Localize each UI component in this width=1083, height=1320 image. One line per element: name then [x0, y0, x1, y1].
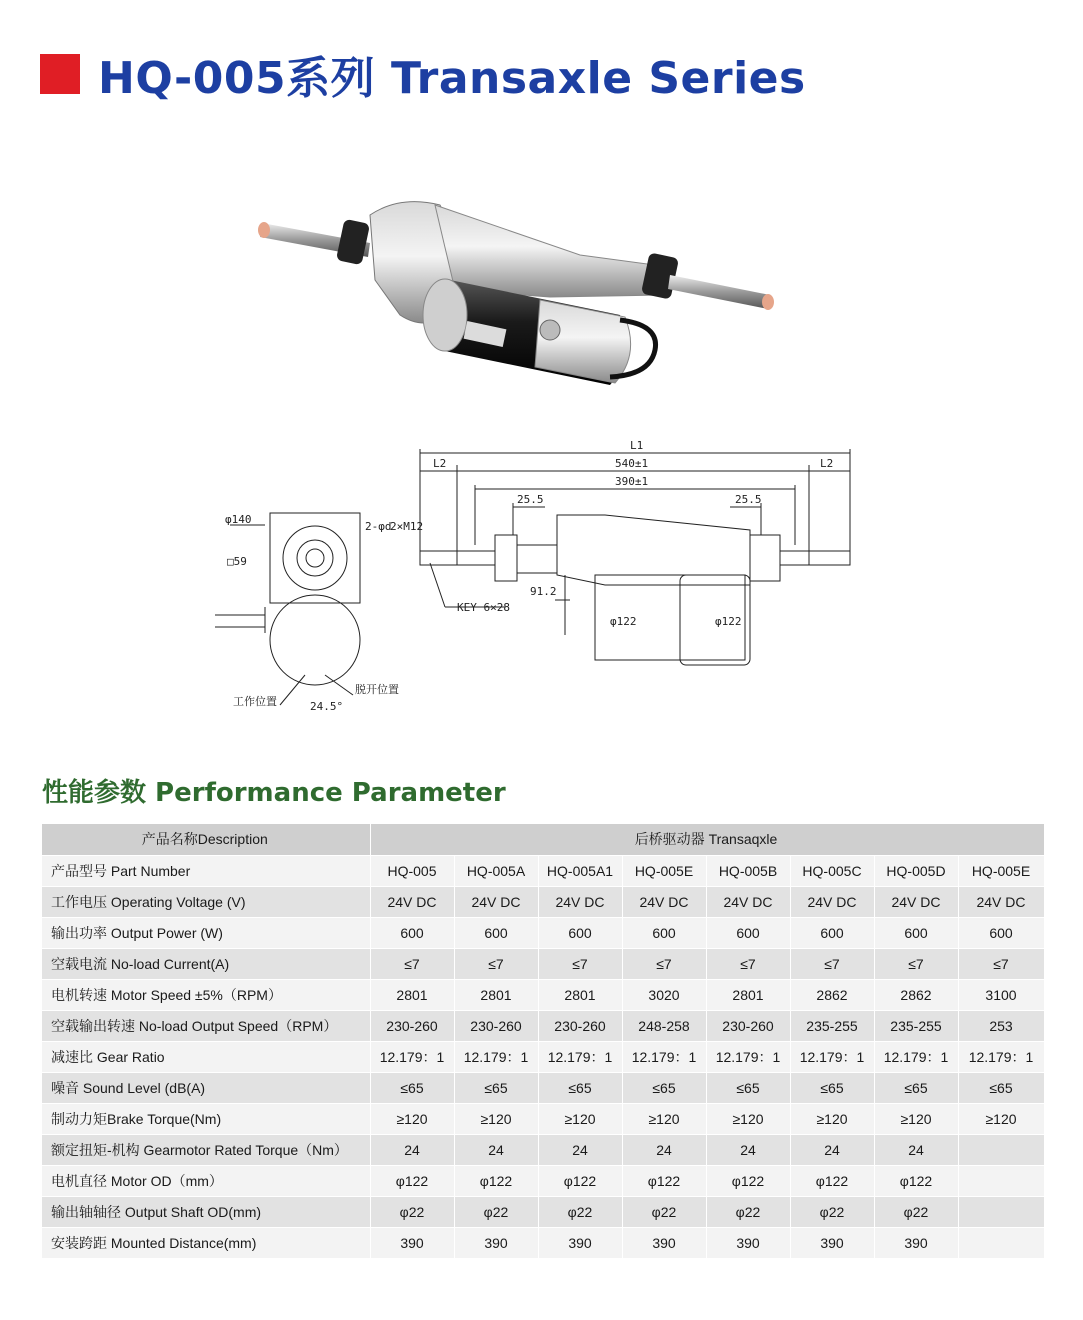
table-cell: ≥120: [370, 1103, 454, 1134]
transaxle-motor-photo: [250, 185, 790, 415]
table-row: [42, 979, 1044, 1010]
table-row: [42, 1134, 1044, 1165]
dim-25-left: 25.5: [517, 493, 544, 506]
table-cell: ≥120: [958, 1103, 1044, 1134]
table-cell: 24: [622, 1134, 706, 1165]
table-cell: 230-260: [706, 1010, 790, 1041]
row-label: 安装跨距 Mounted Distance(mm): [42, 1227, 370, 1258]
table-cell: 24: [370, 1134, 454, 1165]
table-cell: ≤7: [874, 948, 958, 979]
dim-25-right: 25.5: [735, 493, 762, 506]
dim-540: 540±1: [615, 457, 649, 470]
table-cell: 230-260: [454, 1010, 538, 1041]
dim-l2-left: L2: [433, 457, 447, 470]
table-cell: 600: [790, 917, 874, 948]
table-cell: 24V DC: [622, 886, 706, 917]
table-cell: ≥120: [874, 1103, 958, 1134]
dim-key: KEY 6×28: [457, 601, 510, 614]
table-row: [42, 917, 1044, 948]
table-cell: φ122: [790, 1165, 874, 1196]
dim-91: 91.2: [530, 585, 557, 598]
dim-angle: 24.5°: [310, 700, 344, 713]
table-cell: φ122: [538, 1165, 622, 1196]
table-row: [42, 1010, 1044, 1041]
row-label: 额定扭矩-机构 Gearmotor Rated Torque（Nm）: [42, 1134, 370, 1165]
table-cell: 253: [958, 1010, 1044, 1041]
table-cell: 230-260: [538, 1010, 622, 1041]
table-cell: 235-255: [790, 1010, 874, 1041]
table-cell: 600: [706, 917, 790, 948]
table-cell: φ22: [370, 1196, 454, 1227]
table-cell: 390: [790, 1227, 874, 1258]
table-cell: 2862: [790, 979, 874, 1010]
table-cell: 24V DC: [874, 886, 958, 917]
table-cell: [958, 1227, 1044, 1258]
table-row: [42, 1041, 1044, 1072]
dim-l2-right: L2: [820, 457, 834, 470]
row-label: 空载电流 No-load Current(A): [42, 948, 370, 979]
table-cell: [958, 1165, 1044, 1196]
table-cell: HQ-005A: [454, 855, 538, 886]
table-cell: 12.179：1: [622, 1041, 706, 1072]
table-cell: ≤65: [874, 1072, 958, 1103]
table-cell: 600: [370, 917, 454, 948]
table-cell: ≤7: [622, 948, 706, 979]
table-cell: ≤7: [790, 948, 874, 979]
table-cell: HQ-005C: [790, 855, 874, 886]
table-cell: 3020: [622, 979, 706, 1010]
page-title: HQ-005系列 Transaxle Series: [98, 53, 806, 104]
table-cell: ≤7: [706, 948, 790, 979]
table-cell: 2801: [706, 979, 790, 1010]
table-cell: ≤7: [454, 948, 538, 979]
row-label: 空载输出转速 No-load Output Speed（RPM）: [42, 1010, 370, 1041]
table-row: [42, 1196, 1044, 1227]
dim-l1: L1: [630, 439, 644, 452]
table-cell: ≤7: [538, 948, 622, 979]
table-cell: ≥120: [706, 1103, 790, 1134]
table-cell: 12.179：1: [538, 1041, 622, 1072]
table-cell: 230-260: [370, 1010, 454, 1041]
table-cell: HQ-005E: [622, 855, 706, 886]
table-cell: 2862: [874, 979, 958, 1010]
table-cell: 12.179：1: [958, 1041, 1044, 1072]
table-cell: 248-258: [622, 1010, 706, 1041]
table-cell: ≤65: [370, 1072, 454, 1103]
table-cell: 24V DC: [538, 886, 622, 917]
table-cell: φ122: [454, 1165, 538, 1196]
dim-phi122-b: φ122: [715, 615, 742, 628]
table-row: [42, 1165, 1044, 1196]
row-label: 制动力矩Brake Torque(Nm): [42, 1103, 370, 1134]
table-row: [42, 1227, 1044, 1258]
table-cell: 24V DC: [454, 886, 538, 917]
row-label: 工作电压 Operating Voltage (V): [42, 886, 370, 917]
page-header: [40, 46, 806, 102]
table-cell: 600: [958, 917, 1044, 948]
table-cell: φ22: [706, 1196, 790, 1227]
dim-sq59: □59: [227, 555, 247, 568]
table-cell: 2801: [538, 979, 622, 1010]
red-square-icon: [40, 54, 80, 94]
table-cell: ≥120: [790, 1103, 874, 1134]
table-cell: ≤65: [958, 1072, 1044, 1103]
table-cell: ≤7: [370, 948, 454, 979]
table-cell: 235-255: [874, 1010, 958, 1041]
table-cell: 24: [454, 1134, 538, 1165]
dim-m12: 2×M12: [390, 520, 424, 533]
table-cell: [958, 1134, 1044, 1165]
table-cell: ≤65: [538, 1072, 622, 1103]
table-cell: ≤65: [790, 1072, 874, 1103]
label-release-position: 脱开位置: [355, 683, 399, 696]
table-row: [42, 855, 1044, 886]
row-label: 电机转速 Motor Speed ±5%（RPM）: [42, 979, 370, 1010]
table-cell: φ22: [454, 1196, 538, 1227]
table-cell: ≤7: [958, 948, 1044, 979]
table-cell: 24V DC: [958, 886, 1044, 917]
table-cell: HQ-005A1: [538, 855, 622, 886]
table-cell: φ22: [874, 1196, 958, 1227]
table-cell: φ122: [706, 1165, 790, 1196]
technical-drawing: [205, 435, 875, 725]
table-row: [42, 1072, 1044, 1103]
table-cell: φ22: [622, 1196, 706, 1227]
table-cell: 24V DC: [370, 886, 454, 917]
table-cell: φ22: [538, 1196, 622, 1227]
table-row: [42, 1103, 1044, 1134]
table-cell: φ122: [874, 1165, 958, 1196]
table-cell: ≤65: [706, 1072, 790, 1103]
dim-390: 390±1: [615, 475, 649, 488]
table-cell: 12.179：1: [370, 1041, 454, 1072]
table-cell: φ22: [790, 1196, 874, 1227]
table-row: [42, 948, 1044, 979]
table-cell: HQ-005D: [874, 855, 958, 886]
table-cell: 390: [370, 1227, 454, 1258]
dim-phi140: φ140: [225, 513, 252, 526]
table-cell: 2801: [454, 979, 538, 1010]
table-cell: 600: [454, 917, 538, 948]
table-cell: 390: [538, 1227, 622, 1258]
label-work-position: 工作位置: [233, 695, 277, 708]
table-cell: 390: [874, 1227, 958, 1258]
row-label: 产品型号 Part Number: [42, 855, 370, 886]
row-label: 输出功率 Output Power (W): [42, 917, 370, 948]
table-cell: 390: [622, 1227, 706, 1258]
table-header-row: [42, 824, 1044, 855]
table-cell: φ122: [370, 1165, 454, 1196]
row-label: 电机直径 Motor OD（mm）: [42, 1165, 370, 1196]
table-cell: 24: [874, 1134, 958, 1165]
header-transaxle: 后桥驱动器 Transaqxle: [370, 824, 1044, 855]
table-cell: 24: [790, 1134, 874, 1165]
table-cell: 600: [622, 917, 706, 948]
dim-phid: 2-φd: [365, 520, 392, 533]
table-cell: 24V DC: [706, 886, 790, 917]
row-label: 噪音 Sound Level (dB(A): [42, 1072, 370, 1103]
table-cell: 390: [454, 1227, 538, 1258]
row-label: 减速比 Gear Ratio: [42, 1041, 370, 1072]
row-label: 输出轴轴径 Output Shaft OD(mm): [42, 1196, 370, 1227]
table-cell: 12.179：1: [706, 1041, 790, 1072]
table-cell: ≤65: [454, 1072, 538, 1103]
table-cell: HQ-005B: [706, 855, 790, 886]
table-cell: HQ-005E: [958, 855, 1044, 886]
performance-table: [42, 824, 1045, 1259]
dim-phi122-a: φ122: [610, 615, 637, 628]
table-cell: ≥120: [622, 1103, 706, 1134]
table-cell: 12.179：1: [454, 1041, 538, 1072]
table-cell: 2801: [370, 979, 454, 1010]
table-cell: 3100: [958, 979, 1044, 1010]
table-cell: 600: [874, 917, 958, 948]
table-row: [42, 886, 1044, 917]
table-cell: 12.179：1: [874, 1041, 958, 1072]
table-cell: 24: [706, 1134, 790, 1165]
header-description: 产品名称Description: [42, 824, 370, 855]
table-cell: 390: [706, 1227, 790, 1258]
section-title: 性能参数 Performance Parameter: [42, 778, 506, 808]
table-cell: ≤65: [622, 1072, 706, 1103]
table-cell: 12.179：1: [790, 1041, 874, 1072]
table-cell: φ122: [622, 1165, 706, 1196]
table-cell: 24: [538, 1134, 622, 1165]
table-cell: 600: [538, 917, 622, 948]
table-cell: [958, 1196, 1044, 1227]
table-cell: ≥120: [454, 1103, 538, 1134]
table-cell: HQ-005: [370, 855, 454, 886]
table-cell: 24V DC: [790, 886, 874, 917]
table-cell: ≥120: [538, 1103, 622, 1134]
